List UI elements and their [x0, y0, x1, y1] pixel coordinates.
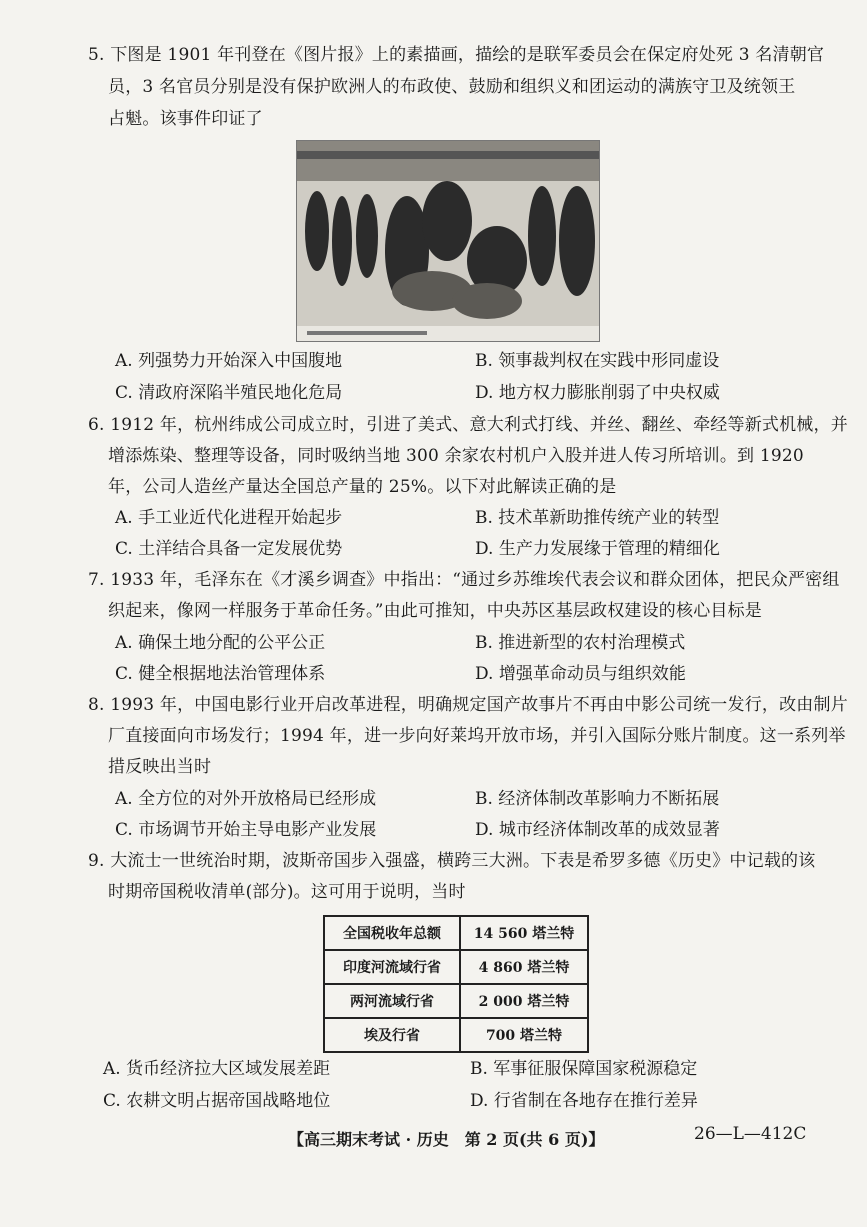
q7-option-d: D. 增强革命动员与组织效能 — [475, 664, 686, 684]
table-cell: 全国税收年总额 — [324, 916, 460, 950]
table-row — [324, 950, 588, 984]
table-cell: 14 560 塔兰特 — [460, 916, 588, 950]
q5-option-b: B. 领事裁判权在实践中形同虚设 — [475, 351, 720, 371]
q9-option-d: D. 行省制在各地存在推行差异 — [470, 1091, 698, 1111]
q5-line-2: 员，3 名官员分别是没有保护欧洲人的布政使、鼓励和组织义和团运动的满族守卫及统领王 — [108, 77, 796, 97]
sketch-illustration — [296, 140, 600, 342]
table-cell: 700 塔兰特 — [460, 1018, 588, 1052]
q5-line-1: 5. 下图是 1901 年刊登在《图片报》上的素描画，描绘的是联军委员会在保定府处死 3 名清朝官 — [88, 45, 825, 65]
q9-line-2: 时期帝国税收清单(部分)。这可用于说明，当时 — [108, 882, 466, 902]
q9-option-c: C. 农耕文明占据帝国战略地位 — [103, 1091, 331, 1111]
q7-option-c: C. 健全根据地法治管理体系 — [115, 664, 326, 684]
q6-option-c: C. 土洋结合具备一定发展优势 — [115, 539, 343, 559]
q5-option-d: D. 地方权力膨胀削弱了中央权威 — [475, 383, 720, 403]
q5-option-a: A. 列强势力开始深入中国腹地 — [115, 351, 343, 371]
q8-option-a: A. 全方位的对外开放格局已经形成 — [115, 789, 377, 809]
q6-option-a: A. 手工业近代化进程开始起步 — [115, 508, 343, 528]
q9-option-a: A. 货币经济拉大区域发展差距 — [103, 1059, 331, 1079]
q8-line-3: 措反映出当时 — [108, 757, 212, 777]
q9-option-b: B. 军事征服保障国家税源稳定 — [470, 1059, 698, 1079]
table-cell: 印度河流域行省 — [324, 950, 460, 984]
q6-option-b: B. 技术革新助推传统产业的转型 — [475, 508, 720, 528]
paper-code: 26—L—412C — [694, 1124, 807, 1144]
table-row — [324, 916, 588, 950]
q8-option-c: C. 市场调节开始主导电影产业发展 — [115, 820, 377, 840]
sketch-image — [297, 141, 599, 341]
q7-option-a: A. 确保土地分配的公平公正 — [115, 633, 326, 653]
q7-line-2: 织起来，像网一样服务于革命任务。”由此可推知，中央苏区基层政权建设的核心目标是 — [108, 601, 762, 621]
q5-line-3: 占魁。该事件印证了 — [108, 109, 263, 129]
table-cell: 4 860 塔兰特 — [460, 950, 588, 984]
q6-line-3: 年，公司人造丝产量达全国总产量的 25%。以下对此解读正确的是 — [108, 477, 617, 497]
q5-option-c: C. 清政府深陷半殖民地化危局 — [115, 383, 343, 403]
q8-line-2: 厂直接面向市场发行；1994 年，进一步向好莱坞开放市场，并引入国际分账片制度。这一系列举 — [108, 726, 846, 746]
table-row — [324, 984, 588, 1018]
q8-line-1: 8. 1993 年，中国电影行业开启改革进程，明确规定国产故事片不再由中影公司统一发行，改由制片 — [88, 695, 848, 715]
q7-line-1: 7. 1933 年，毛泽东在《才溪乡调查》中指出：“通过乡苏维埃代表会议和群众团体，把民众严密组 — [88, 570, 840, 590]
q8-option-d: D. 城市经济体制改革的成效显著 — [475, 820, 720, 840]
table-cell: 两河流域行省 — [324, 984, 460, 1018]
q6-line-1: 6. 1912 年，杭州纬成公司成立时，引进了美式、意大利式打线、并丝、翻丝、牵经等新式机械，并 — [88, 415, 848, 435]
table-cell: 2 000 塔兰特 — [460, 984, 588, 1018]
table-cell: 埃及行省 — [324, 1018, 460, 1052]
tax-table — [323, 915, 589, 1053]
q9-line-1: 9. 大流士一世统治时期，波斯帝国步入强盛，横跨三大洲。下表是希罗多德《历史》中记载的该 — [88, 851, 816, 871]
q7-option-b: B. 推进新型的农村治理模式 — [475, 633, 686, 653]
page-footer-title: 【高三期末考试 · 历史 第 2 页(共 6 页)】 — [288, 1130, 605, 1149]
q8-option-b: B. 经济体制改革影响力不断拓展 — [475, 789, 720, 809]
table-row — [324, 1018, 588, 1052]
q6-line-2: 增添炼染、整理等设备，同时吸纳当地 300 余家农村机户入股并进人传习所培训。到 1920 — [108, 446, 804, 466]
q6-option-d: D. 生产力发展缘于管理的精细化 — [475, 539, 720, 559]
